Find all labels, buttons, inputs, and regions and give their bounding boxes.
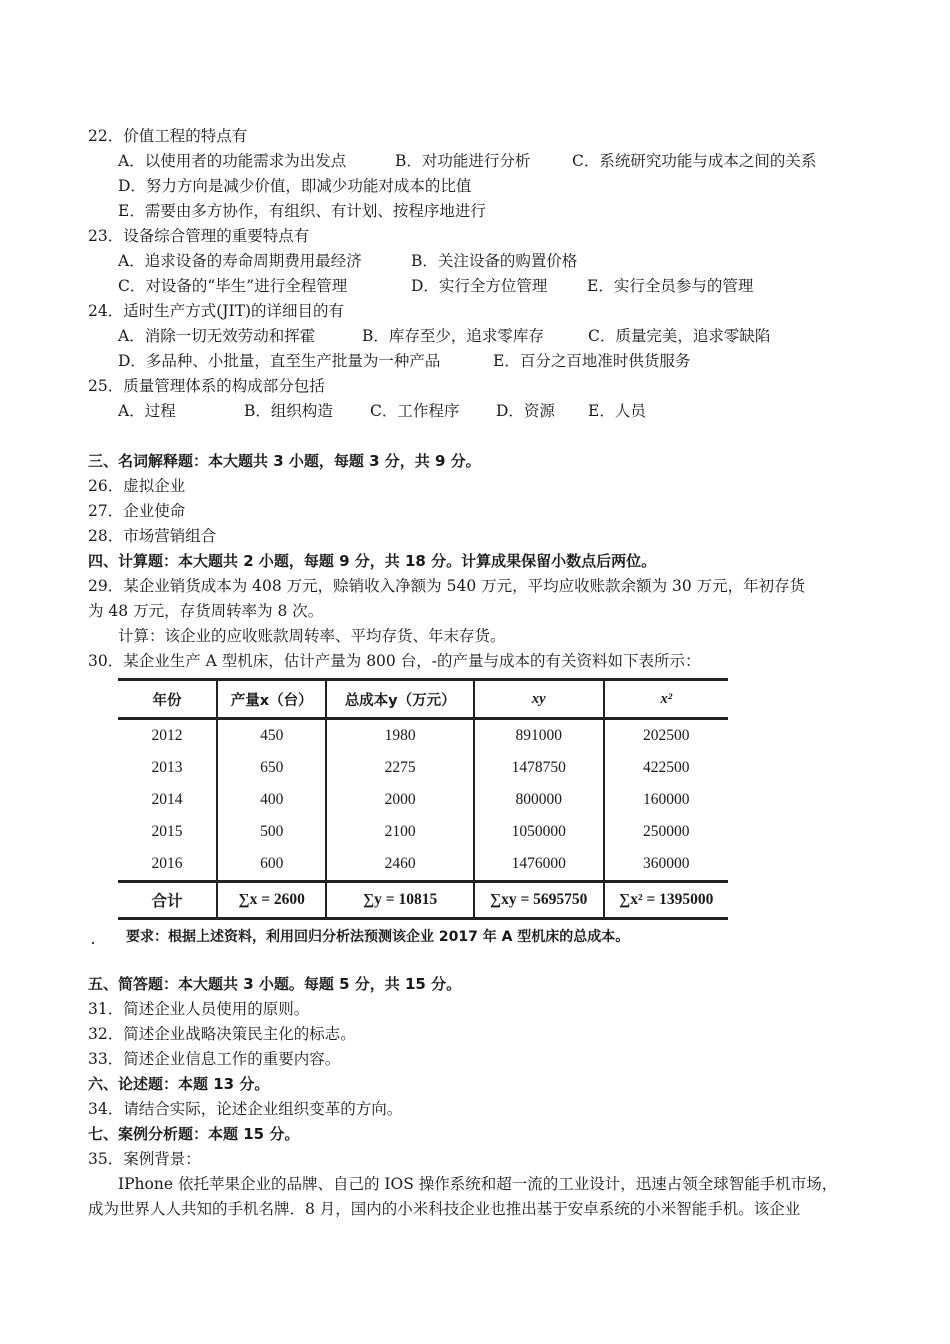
cell-sum-xy: ∑xy = 5695750 <box>474 882 604 919</box>
q29-line2: 为 48 万元，存货周转率为 8 次。 <box>88 602 324 620</box>
q25-option-a: A．过程 <box>118 402 176 420</box>
cell-year: 2014 <box>151 791 183 808</box>
scan-speck <box>92 942 94 944</box>
cell-x2: 360000 <box>604 848 728 882</box>
q29-line1: 29．某企业销货成本为 408 万元，赊销收入净额为 540 万元，平均应收账款余额为 30 万元，年初存货 <box>88 577 806 595</box>
cell-y: 2275 <box>326 752 473 784</box>
cell-sum-x: ∑x = 2600 <box>217 882 326 919</box>
table-row <box>118 848 728 882</box>
q25-stem: 25．质量管理体系的构成部分包括 <box>88 377 325 395</box>
q22-stem: 22．价值工程的特点有 <box>88 127 248 145</box>
q23-option-a: A．追求设备的寿命周期费用最经济 <box>118 252 362 270</box>
case-paragraph-line2: 成为世界人人共知的手机名牌．8 月，国内的小米科技企业也推出基于安卓系统的小米智能手机。该企业 <box>88 1200 801 1218</box>
q23-option-e: E．实行全员参与的管理 <box>587 277 754 295</box>
cell-x: 400 <box>217 784 326 816</box>
cell-year: 2016 <box>151 855 183 872</box>
q32: 32．简述企业战略决策民主化的标志。 <box>88 1025 356 1043</box>
cell-x: 500 <box>217 816 326 848</box>
header-year: 年份 <box>118 680 217 719</box>
cell-year: 2015 <box>151 823 183 840</box>
table-row <box>118 752 728 784</box>
q24-option-c: C．质量完美，追求零缺陷 <box>588 327 771 345</box>
cell-xy: 1476000 <box>474 848 604 882</box>
q29-line3: 计算：该企业的应收账款周转率、平均存货、年末存货。 <box>118 627 506 645</box>
section-4-header: 四、计算题：本大题共 2 小题，每题 9 分，共 18 分。计算成果保留小数点后两位。 <box>88 552 657 570</box>
q23-stem: 23．设备综合管理的重要特点有 <box>88 227 310 245</box>
q22-option-b: B．对功能进行分析 <box>395 152 531 170</box>
q34: 34．请结合实际，论述企业组织变革的方向。 <box>88 1100 403 1118</box>
q25-option-b: B．组织构造 <box>244 402 333 420</box>
cell-sum-y: ∑y = 10815 <box>326 882 473 919</box>
q24-options-row2 <box>118 351 690 371</box>
cell-xy: 800000 <box>474 784 604 816</box>
cell-y: 1980 <box>326 719 473 753</box>
q24-option-e: E．百分之百地准时供货服务 <box>493 352 691 370</box>
section-3-header: 三、名词解释题：本大题共 3 小题，每题 3 分，共 9 分。 <box>88 452 481 470</box>
cell-x: 650 <box>217 752 326 784</box>
table-requirement-note: 要求：根据上述资料，利用回归分析法预测该企业 2017 年 A 型机床的总成本。 <box>126 929 630 945</box>
section-6-header: 六、论述题：本题 13 分。 <box>88 1075 270 1093</box>
q23-options-row1 <box>118 251 577 271</box>
q30-stem: 30．某企业生产 A 型机床，估计产量为 800 台，-的产量与成本的有关资料如下表所示： <box>88 652 701 670</box>
q31: 31．简述企业人员使用的原则。 <box>88 1000 310 1018</box>
header-x-squared: x² <box>604 680 728 719</box>
regression-data-table-figure <box>92 674 737 946</box>
q23-options-row2 <box>118 276 753 296</box>
cell-year: 2012 <box>151 727 183 744</box>
table-row <box>118 784 728 816</box>
cell-x2: 250000 <box>604 816 728 848</box>
cell-xy: 891000 <box>474 719 604 753</box>
q25-option-d: D．资源 <box>496 402 555 420</box>
q33: 33．简述企业信息工作的重要内容。 <box>88 1050 341 1068</box>
cell-x2: 160000 <box>604 784 728 816</box>
q22-option-e: E．需要由多方协作，有组织、有计划、按程序地进行 <box>118 202 486 220</box>
q35-stem: 35．案例背景： <box>88 1150 201 1168</box>
q24-option-b: B．库存至少，追求零库存 <box>362 327 544 345</box>
cell-xy: 1478750 <box>474 752 604 784</box>
cell-y: 2000 <box>326 784 473 816</box>
q22-option-a: A．以使用者的功能需求为出发点 <box>118 152 347 170</box>
cell-sum-label: 合计 <box>118 882 217 919</box>
q24-option-d: D．多品种、小批量，直至生产批量为一种产品 <box>118 352 441 370</box>
section-7-header: 七、案例分析题：本题 15 分。 <box>88 1125 300 1143</box>
q27: 27．企业使命 <box>88 502 186 520</box>
table-sum-row <box>118 882 728 919</box>
table-header-row <box>118 680 728 719</box>
case-paragraph-line1: IPhone 依托苹果企业的品牌、自己的 IOS 操作系统和超一流的工业设计，迅速占领全球智能手机市场， <box>118 1175 838 1193</box>
q24-option-a: A．消除一切无效劳动和挥霍 <box>118 327 316 345</box>
q25-options-row1 <box>118 401 646 421</box>
q22-option-c: C．系统研究功能与成本之间的关系 <box>572 152 817 170</box>
table-row <box>118 719 728 753</box>
q26: 26．虚拟企业 <box>88 477 186 495</box>
q22-options-row1 <box>118 151 816 171</box>
cell-x2: 422500 <box>604 752 728 784</box>
section-5-header: 五、简答题：本大题共 3 小题。每题 5 分，共 15 分。 <box>88 975 462 993</box>
cell-year: 2013 <box>151 759 183 776</box>
cell-sum-x2: ∑x² = 1395000 <box>604 882 728 919</box>
header-output-x: 产量x（台） <box>217 680 326 719</box>
cell-y: 2460 <box>326 848 473 882</box>
cell-x: 450 <box>217 719 326 753</box>
header-xy: xy <box>474 680 604 719</box>
q24-options-row1 <box>118 326 770 346</box>
cell-x: 600 <box>217 848 326 882</box>
q24-stem: 24．适时生产方式(JIT)的详细目的有 <box>88 302 344 320</box>
regression-data-table <box>118 678 728 920</box>
header-total-cost-y: 总成本y（万元） <box>326 680 473 719</box>
q22-option-d: D．努力方向是减少价值，即减少功能对成本的比值 <box>118 177 472 195</box>
q23-option-b: B．关注设备的购置价格 <box>411 252 578 270</box>
q25-option-e: E．人员 <box>588 402 646 420</box>
table-row <box>118 816 728 848</box>
q28: 28．市场营销组合 <box>88 527 217 545</box>
cell-xy: 1050000 <box>474 816 604 848</box>
q25-option-c: C．工作程序 <box>370 402 460 420</box>
cell-y: 2100 <box>326 816 473 848</box>
q23-option-c: C．对设备的“毕生”进行全程管理 <box>118 277 348 295</box>
cell-x2: 202500 <box>604 719 728 753</box>
q23-option-d: D．实行全方位管理 <box>411 277 548 295</box>
